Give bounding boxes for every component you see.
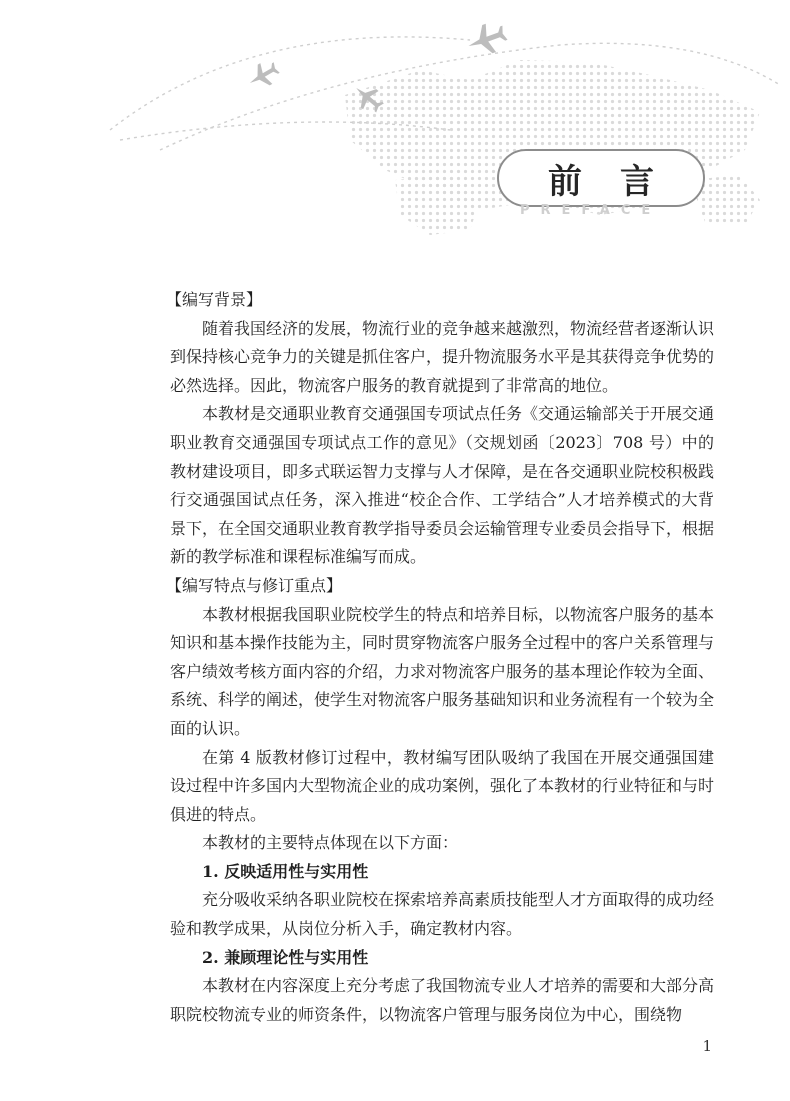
feature-heading: 1. 反映适用性与实用性 bbox=[202, 861, 369, 881]
feature-heading: 2. 兼顾理论性与实用性 bbox=[202, 947, 369, 967]
preface-title-box bbox=[497, 149, 705, 207]
paragraph: 本教材的主要特点体现在以下方面： bbox=[202, 833, 459, 853]
page-title: 前言 bbox=[548, 161, 692, 202]
page-subtitle: PREFACE bbox=[520, 203, 662, 218]
section-heading: 【编写背景】 bbox=[166, 290, 263, 309]
paragraph: 在第 4 版教材修订过程中，教材编写团队吸纳了我国在开展交通强国建设过程中许多国内大型物流企业的成功案例，强化了本教材的行业特征和与时俱进的特点。 bbox=[170, 747, 715, 824]
page-number: 1 bbox=[702, 1037, 712, 1055]
paragraph: 本教材根据我国职业院校学生的特点和培养目标，以物流客户服务的基本知识和基本操作技能为主，同时贯穿物流客户服务全过程中的客户关系管理与客户绩效考核方面内容的介绍，力求对物流客户服务的基本理论作较为全面、系统、科学的阐述，使学生对物流客户服务基础知识和业务流程有一个较为全面的认识。 bbox=[170, 604, 715, 738]
paragraph: 充分吸收采纳各职业院校在探索培养高素质技能型人才方面取得的成功经验和教学成果，从岗位分析入手，确定教材内容。 bbox=[170, 890, 715, 939]
paragraph: 随着我国经济的发展，物流行业的竞争越来越激烈，物流经营者逐渐认识到保持核心竞争力的关键是抓住客户，提升物流服务水平是其获得竞争优势的必然选择。因此，物流客户服务的教育就提到了非常高的地位。 bbox=[170, 318, 715, 395]
preface-body bbox=[166, 286, 715, 1029]
section-heading: 【编写特点与修订重点】 bbox=[166, 575, 343, 595]
paragraph: 本教材是交通职业教育交通强国专项试点任务《交通运输部关于开展交通职业教育交通强国专项试点工作的意见》（交规划函〔2023〕708 号）中的教材建设项目，即多式联运智力支撑与人才保障，是在各交通职业院校积极践行交通强国试点任务，深入推进“校企合作、工学结合”人才培养模式的大背景下，在全国交通职业教育教学指导委员会运输管理专业委员会指导下，根据新的教学标准和课程标准编写而成。 bbox=[170, 404, 715, 567]
paragraph: 本教材在内容深度上充分考虑了我国物流专业人才培养的需要和大部分高职院校物流专业的师资条件，以物流客户管理与服务岗位为中心，围绕物 bbox=[170, 976, 715, 1024]
